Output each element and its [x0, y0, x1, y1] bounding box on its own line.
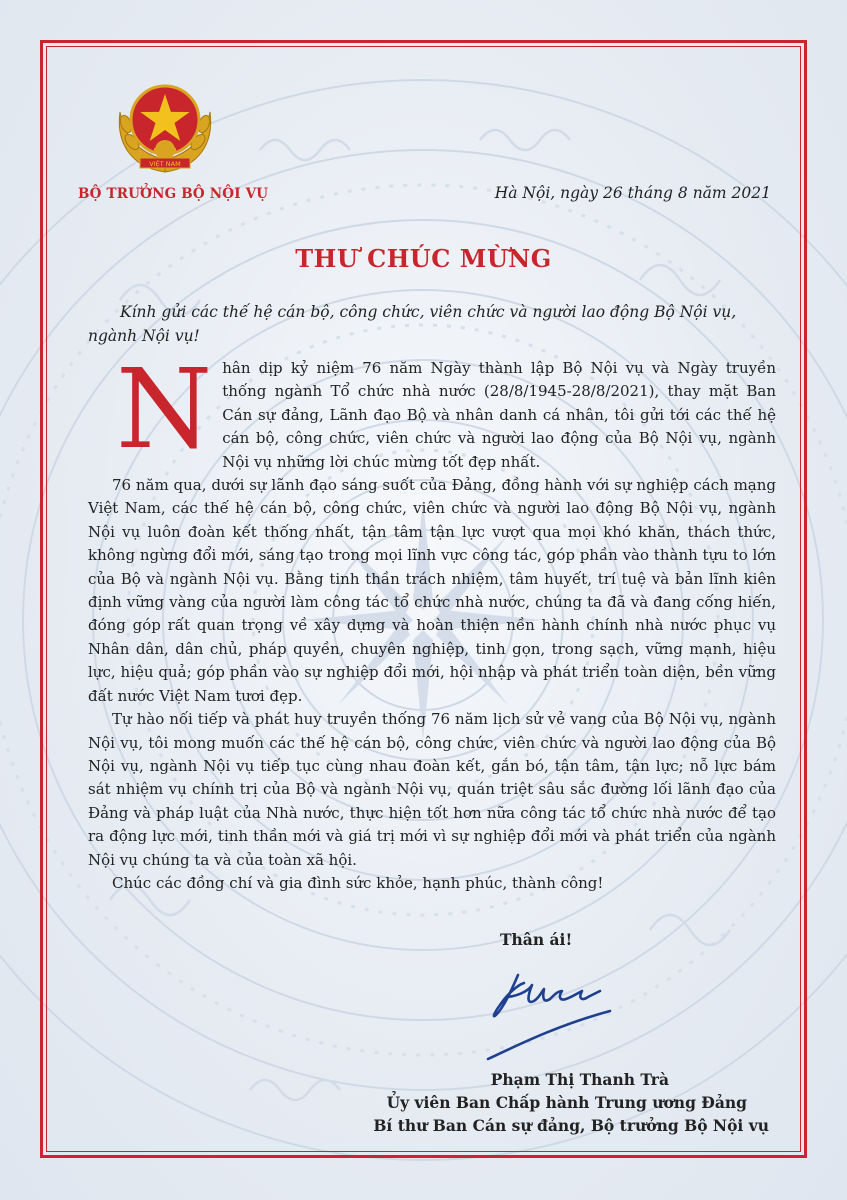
issuer-title: BỘ TRƯỞNG BỘ NỘI VỤ	[78, 186, 269, 202]
salutation: Kính gửi các thế hệ cán bộ, công chức, viên chức và người lao động Bộ Nội vụ, ngành Nội vụ!	[88, 303, 737, 345]
paragraph-1-text: hân dịp kỷ niệm 76 năm Ngày thành lập Bộ Nội vụ và Ngày truyền thống ngành Tổ chức nhà nước (28/8/1945-28/8/2021), thay mặt Ban Cán sự đảng, Lãnh đạo Bộ và nhân danh cá nhân, tôi gửi tới các thế hệ cán bộ, công chức, viên chức và người lao động của Bộ Nội vụ, ngành Nội vụ những lời chúc mừng tốt đẹp nhất.	[222, 359, 776, 471]
signer-name: Phạm Thị Thanh Trà	[490, 1070, 669, 1089]
signer-role-2: Bí thư Ban Cán sự đảng, Bộ trưởng Bộ Nội vụ	[373, 1116, 769, 1135]
paragraph-3: Tự hào nối tiếp và phát huy truyền thống 76 năm lịch sử vẻ vang của Bộ Nội vụ, ngành Nội vụ, tôi mong muốn các thế hệ cán bộ, công chức, viên chức và người lao động của Bộ Nội vụ, ngành Nội vụ tiếp tục cùng nhau đoàn kết, gắn bó, tận tâm, tận lực; nỗ lực bám sát nhiệm vụ chính trị của Bộ và ngành Nội vụ, quán triệt sâu sắc đường lối lãnh đạo của Đảng và pháp luật của Nhà nước, thực hiện tốt hơn nữa công tác tổ chức nhà nước để tạo ra động lực mới, tinh thần mới và giá trị mới vì sự nghiệp đổi mới và phát triển của ngành Nội vụ chúng ta và của toàn xã hội.	[88, 710, 776, 869]
signer-block	[373, 1068, 769, 1137]
paragraph-1	[88, 345, 776, 474]
vietnam-national-emblem-icon	[110, 72, 220, 177]
letter-title: THƯ CHÚC MỪNG	[295, 244, 552, 273]
paragraph-4: Chúc các đồng chí và gia đình sức khỏe, hạnh phúc, thành công!	[112, 873, 604, 892]
signer-role-1: Ủy viên Ban Chấp hành Trung ương Đảng	[386, 1093, 747, 1112]
place-and-date: Hà Nội, ngày 26 tháng 8 năm 2021	[494, 184, 771, 202]
emblem-banner-text: VIỆT NAM	[149, 160, 181, 168]
letter-body	[88, 345, 776, 895]
handwritten-signature	[478, 955, 628, 1065]
closing-phrase: Thân ái!	[500, 930, 573, 949]
drop-cap-letter: N	[116, 345, 213, 473]
paragraph-2: 76 năm qua, dưới sự lãnh đạo sáng suốt của Đảng, đồng hành với sự nghiệp cách mạng Việt Nam, các thế hệ cán bộ, công chức, viên chức và người lao động Bộ Nội vụ, ngành Nội vụ luôn đoàn kết thống nhất, tận tâm tận lực vượt qua mọi khó khăn, thách thức, không ngừng đổi mới, sáng tạo trong mọi lĩnh vực công tác, góp phần vào thành tựu to lớn của Bộ và ngành Nội vụ. Bằng tinh thần trách nhiệm, tâm huyết, trí tuệ và bản lĩnh kiên định vững vàng của người làm công tác tổ chức nhà nước, chúng ta đã và đang cống hiến, đóng góp rất quan trọng về xây dựng và hoàn thiện nền hành chính nhà nước phục vụ Nhân dân, dân chủ, pháp quyền, chuyên nghiệp, tinh gọn, trong sạch, vững mạnh, hiệu lực, hiệu quả; góp phần vào sự nghiệp đổi mới, hội nhập và phát triển toàn diện, bền vững đất nước Việt Nam tươi đẹp.	[88, 476, 776, 705]
